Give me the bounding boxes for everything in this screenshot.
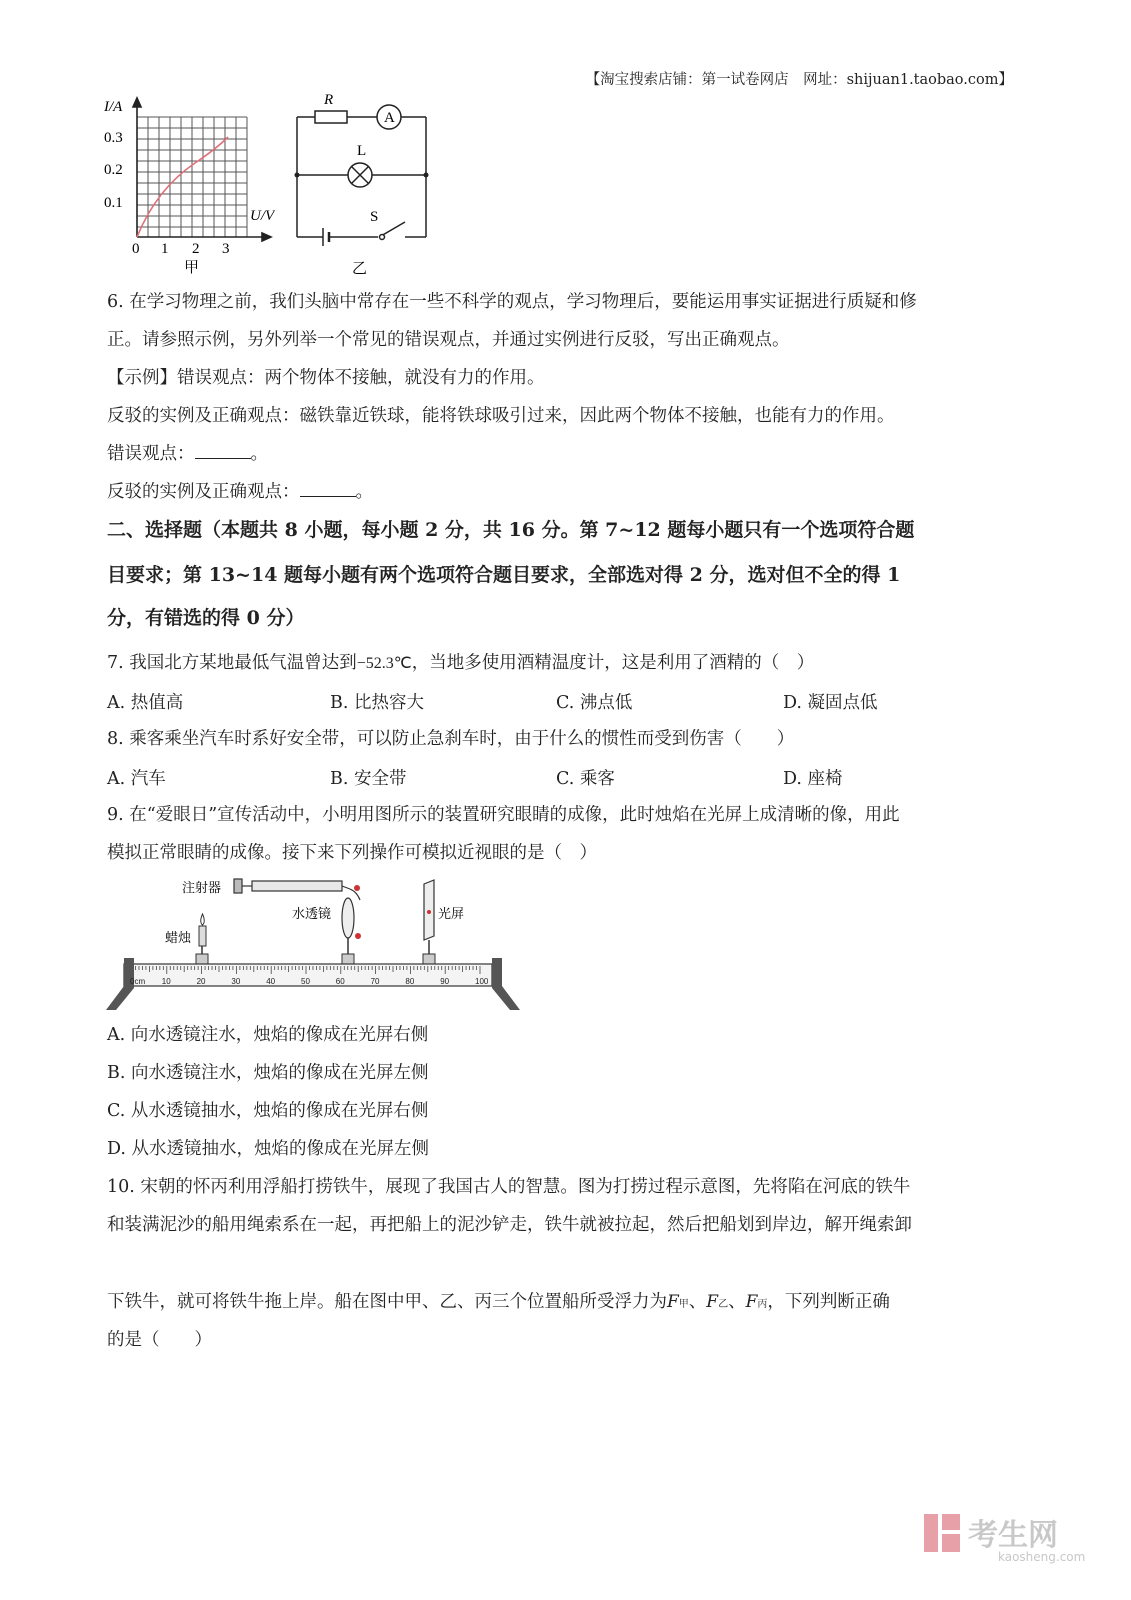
circuit-diagram	[290, 85, 440, 280]
q6-line2: 正。请参照示例，另外列举一个常见的错误观点，并通过实例进行反驳，写出正确观点。	[107, 330, 790, 350]
syringe-label: 注射器	[182, 881, 222, 896]
iu-graph	[100, 95, 275, 280]
scale-label: 70	[370, 977, 380, 986]
scale-label: 90	[440, 977, 450, 986]
watermark-url: kaosheng.com	[998, 1550, 1086, 1564]
scale-label: 60	[335, 977, 345, 986]
candle-label: 蜡烛	[165, 931, 192, 946]
q9-option-b[interactable]: B. 向水透镜注水，烛焰的像成在光屏左侧	[107, 1063, 429, 1083]
q9-line1: 9. 在“爱眼日”宣传活动中，小明用图所示的装置研究眼睛的成像，此时烛焰在光屏上成清晰的像，用此	[107, 805, 900, 825]
section2-line2: 目要求；第 13~14 题每小题有两个选项符合题目要求，全部选对得 2 分，选对但不全的得 1	[107, 564, 901, 586]
q10-line2: 和装满泥沙的船用绳索系在一起，再把船上的泥沙铲走，铁牛就被拉起，然后把船划到岸边，解开绳索卸	[107, 1215, 912, 1235]
answer-blank[interactable]	[300, 482, 356, 497]
scale-label: 100	[475, 977, 489, 986]
x-tick: 0	[132, 241, 140, 257]
force-bing: F丙	[745, 1292, 768, 1312]
q7-temperature: −52.3℃	[356, 655, 412, 672]
q8-option-d[interactable]: D. 座椅	[783, 769, 843, 789]
force-yi: F乙	[706, 1292, 729, 1312]
clip-icon	[354, 885, 360, 891]
y-tick: 0.2	[104, 162, 123, 178]
watermark-logo-icon	[922, 1510, 962, 1556]
switch-s	[381, 222, 405, 236]
x-tick: 3	[222, 241, 230, 257]
q9-line2: 模拟正常眼睛的成像。接下来下列操作可模拟近视眼的是（ ）	[107, 843, 597, 863]
scale-label: 10	[161, 977, 171, 986]
clip-icon	[355, 933, 361, 939]
graph-caption: 甲	[184, 258, 200, 276]
q6-example: 【示例】错误观点：两个物体不接触，就没有力的作用。	[107, 368, 545, 388]
scale-label: 80	[405, 977, 415, 986]
q8-option-a[interactable]: A. 汽车	[107, 769, 166, 789]
q7-option-c[interactable]: C. 沸点低	[556, 693, 633, 713]
watermark-text: 考生网	[968, 1518, 1058, 1553]
q6-answer-rebuttal: 反驳的实例及正确观点： 。	[107, 482, 373, 502]
flame-icon	[201, 914, 205, 925]
q9-option-c[interactable]: C. 从水透镜抽水，烛焰的像成在光屏右侧	[107, 1101, 429, 1121]
scale-label: 50	[301, 977, 310, 986]
resistor-label: R	[324, 92, 334, 108]
lens-label: 水透镜	[292, 907, 332, 922]
syringe	[234, 879, 360, 900]
switch-label: S	[370, 209, 379, 225]
water-lens	[342, 898, 354, 938]
q7-option-b[interactable]: B. 比热容大	[330, 693, 424, 713]
y-axis-label: I/A	[104, 99, 123, 115]
scale-label: 30	[231, 977, 241, 986]
x-tick: 2	[192, 241, 200, 257]
candle	[199, 926, 206, 946]
graph-grid	[137, 117, 247, 237]
section2-line3: 分，有错选的得 0 分）	[107, 607, 305, 629]
lamp-label: L	[357, 143, 367, 159]
q8-option-b[interactable]: B. 安全带	[330, 769, 407, 789]
q8-stem: 8. 乘客乘坐汽车时系好安全带，可以防止急刹车时，由于什么的惯性而受到伤害（ ）	[107, 729, 795, 749]
q6-answer-wrong-view: 错误观点： 。	[107, 444, 268, 464]
optical-bench-figure	[102, 870, 522, 1015]
y-tick: 0.3	[104, 130, 123, 146]
answer-blank[interactable]	[195, 444, 251, 459]
force-jia: F甲	[667, 1292, 689, 1312]
shop-header: 【淘宝搜索店铺：第一试卷网店 网址：shijuan1.taobao.com】	[585, 72, 1013, 88]
y-tick: 0.1	[104, 195, 123, 211]
resistor-r	[315, 111, 347, 123]
q10-line1: 10. 宋朝的怀丙利用浮船打捞铁牛，展现了我国古人的智慧。图为打捞过程示意图，先将陷在河底的铁牛	[107, 1177, 911, 1197]
screen-label: 光屏	[438, 907, 465, 922]
section2-line1: 二、选择题（本题共 8 小题，每小题 2 分，共 16 分。第 7~12 题每小题只有一个选项符合题	[107, 519, 915, 541]
q7-option-a[interactable]: A. 热值高	[107, 693, 184, 713]
scale-label: 0cm	[130, 977, 146, 986]
q8-option-c[interactable]: C. 乘客	[556, 769, 615, 789]
x-axis-label: U/V	[250, 208, 275, 224]
q6-line1: 6. 在学习物理之前，我们头脑中常存在一些不科学的观点，学习物理后，要能运用事实证据进行质疑和修	[107, 292, 917, 312]
scale-label: 20	[196, 977, 206, 986]
q10-line4: 的是（ ）	[107, 1330, 212, 1350]
ammeter-label: A	[384, 110, 395, 126]
x-tick: 1	[161, 241, 169, 257]
circuit-caption: 乙	[352, 259, 368, 277]
q6-rebuttal-example: 反驳的实例及正确观点：磁铁靠近铁球，能将铁球吸引过来，因此两个物体不接触，也能有力的作用。	[107, 406, 895, 426]
q10-line3: 下铁牛，就可将铁牛拖上岸。船在图中甲、乙、丙三个位置船所受浮力为F甲、F乙、F丙，下列判断正确	[107, 1292, 890, 1312]
bench-leg	[492, 958, 520, 1010]
q7-option-d[interactable]: D. 凝固点低	[783, 693, 878, 713]
scale-label: 40	[266, 977, 276, 986]
q7-stem: 7. 我国北方某地最低气温曾达到−52.3℃，当地多使用酒精温度计，这是利用了酒精的（ ）	[107, 653, 815, 673]
q9-option-d[interactable]: D. 从水透镜抽水，烛焰的像成在光屏左侧	[107, 1139, 430, 1159]
q9-option-a[interactable]: A. 向水透镜注水，烛焰的像成在光屏右侧	[107, 1025, 429, 1045]
